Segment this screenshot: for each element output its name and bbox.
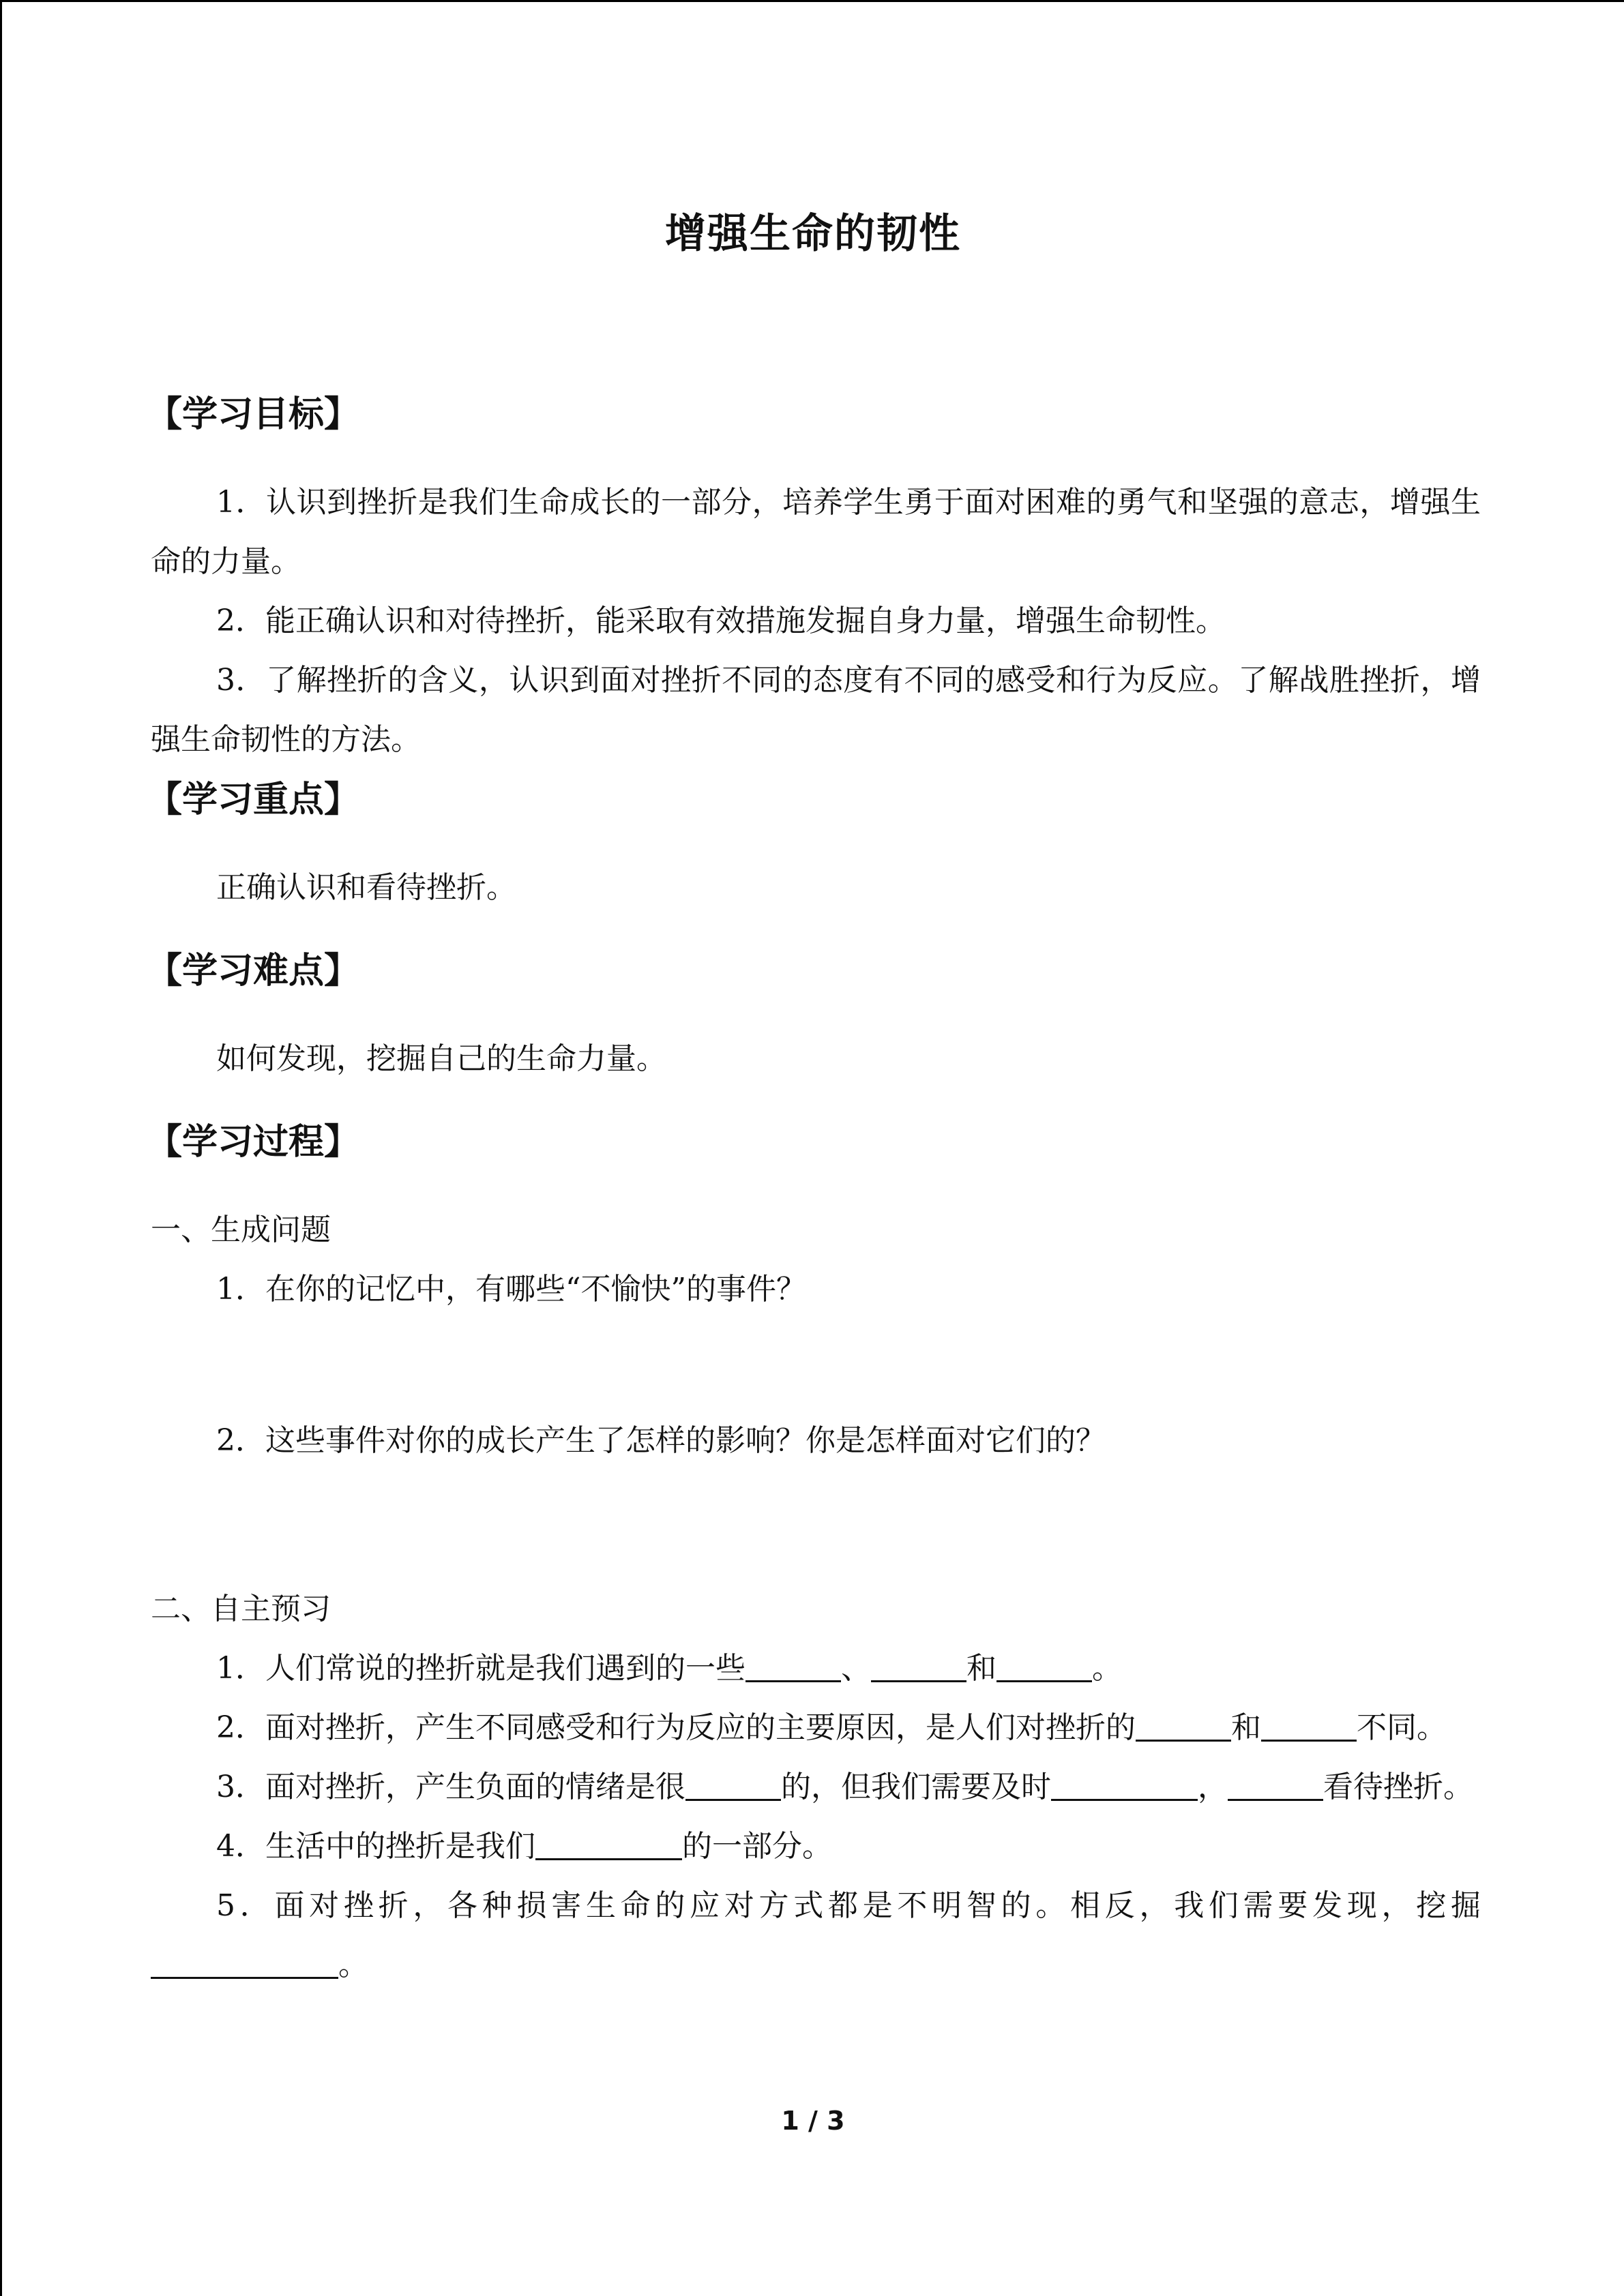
fill-1-text-a: 1．人们常说的挫折就是我们遇到的一些 (216, 1651, 745, 1686)
answer-space-2[interactable] (151, 1470, 1481, 1579)
fill-1-text-c: 和 (966, 1651, 996, 1686)
fill-item-1 (151, 1639, 1481, 1698)
blank-1-1[interactable] (745, 1653, 841, 1682)
objective-item-3: 3．了解挫折的含义，认识到面对挫折不同的态度有不同的感受和行为反应。了解战胜挫折，增强生命韧性的方法。 (151, 663, 1481, 757)
objectives-heading: 【学习目标】 (147, 394, 360, 435)
fill-3-text-c: ， (1198, 1770, 1228, 1804)
objective-item-2: 2．能正确认识和对待挫折，能采取有效措施发掘自身力量，增强生命韧性。 (216, 603, 1226, 638)
document-body (147, 384, 1481, 1995)
blank-2-1[interactable] (1136, 1712, 1231, 1742)
difficulties-heading: 【学习难点】 (147, 951, 360, 992)
blank-4-1[interactable] (535, 1831, 682, 1860)
fill-2-text-b: 和 (1231, 1710, 1261, 1745)
question-1: 1．在你的记忆中，有哪些“不愉快”的事件？ (216, 1272, 806, 1307)
fill-item-3 (151, 1757, 1481, 1817)
fill-5-text-b: 。 (338, 1948, 368, 1982)
fill-2-text-c: 不同。 (1357, 1710, 1447, 1745)
fill-5-text-a: 5．面对挫折，各种损害生命的应对方式都是不明智的。相反，我们需要发现，挖掘 (216, 1888, 1481, 1923)
blank-3-2[interactable] (1051, 1772, 1198, 1801)
blank-3-3[interactable] (1228, 1772, 1323, 1801)
blank-3-1[interactable] (685, 1772, 781, 1801)
fill-1-text-b: 、 (841, 1651, 871, 1686)
section-1-title: 一、生成问题 (151, 1212, 331, 1247)
answer-space-1[interactable] (151, 1319, 1481, 1411)
fill-3-text-d: 看待挫折。 (1323, 1770, 1473, 1804)
fill-item-2 (151, 1698, 1481, 1757)
fill-4-text-a: 4．生活中的挫折是我们 (216, 1829, 535, 1864)
blank-1-3[interactable] (996, 1653, 1092, 1682)
fill-4-text-b: 的一部分。 (682, 1829, 832, 1864)
document-title: 增强生命的韧性 (665, 210, 961, 258)
fill-2-text-a: 2．面对挫折，产生不同感受和行为反应的主要原因，是人们对挫折的 (216, 1710, 1136, 1745)
question-2: 2．这些事件对你的成长产生了怎样的影响？你是怎样面对它们的？ (216, 1423, 1106, 1458)
blank-1-2[interactable] (871, 1653, 966, 1682)
page-number: 1 / 3 (781, 2106, 845, 2136)
difficulties-text: 如何发现，挖掘自己的生命力量。 (216, 1041, 666, 1076)
process-heading: 【学习过程】 (147, 1122, 360, 1163)
fill-item-4 (151, 1817, 1481, 1876)
fill-1-text-d: 。 (1092, 1651, 1122, 1686)
blank-2-2[interactable] (1261, 1712, 1357, 1742)
blank-5-1[interactable] (151, 1950, 338, 1979)
key-points-heading: 【学习重点】 (147, 779, 360, 820)
section-2-title: 二、自主预习 (151, 1592, 331, 1626)
key-points-text: 正确认识和看待挫折。 (216, 870, 516, 905)
objective-item-1: 1．认识到挫折是我们生命成长的一部分，培养学生勇于面对困难的勇气和坚强的意志，增强生命的力量。 (151, 485, 1481, 579)
fill-3-text-a: 3．面对挫折，产生负面的情绪是很 (216, 1770, 685, 1804)
fill-3-text-b: 的，但我们需要及时 (781, 1770, 1051, 1804)
fill-item-5 (151, 1876, 1481, 1995)
